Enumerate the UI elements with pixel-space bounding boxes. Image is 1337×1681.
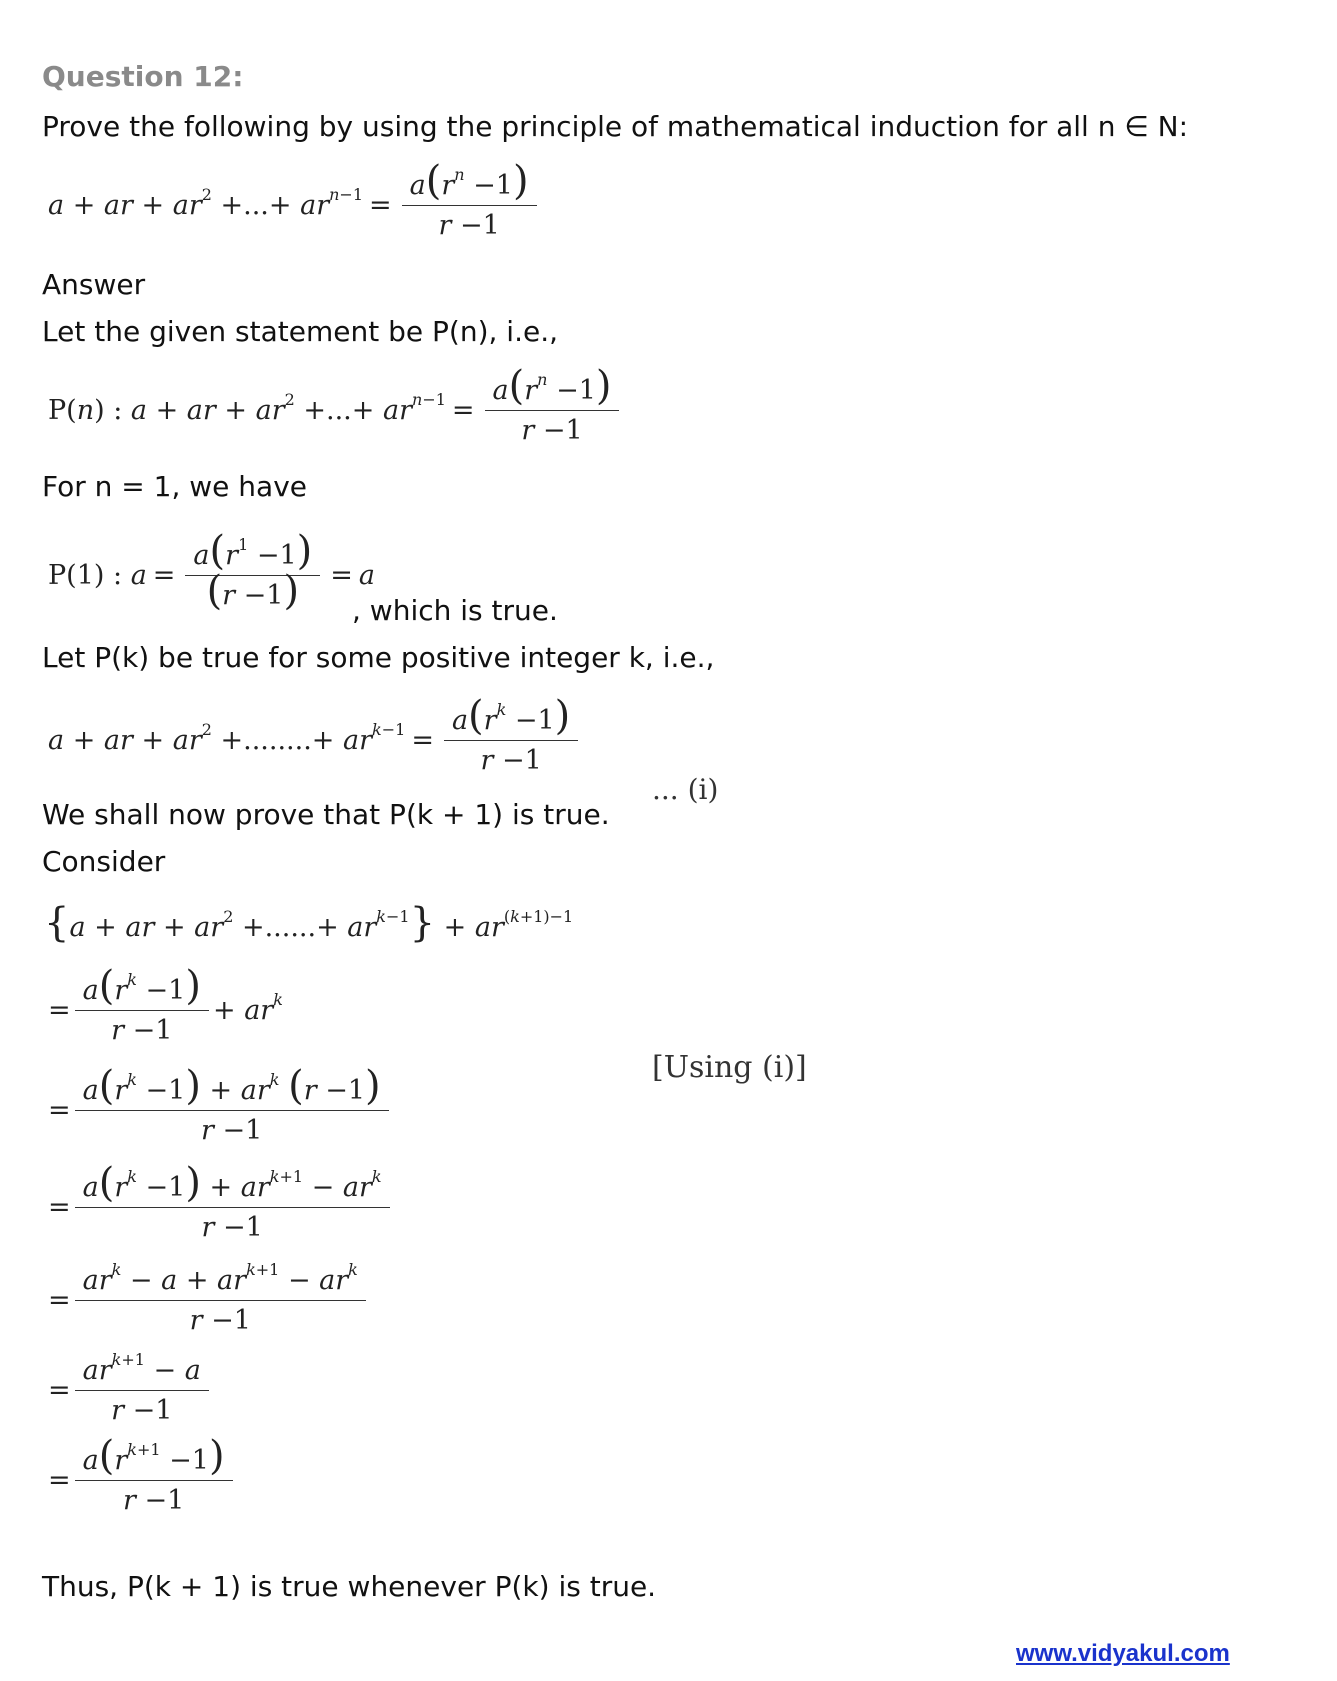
answer-heading: Answer: [42, 268, 146, 301]
formula-step-6: = $\frac{a(r^{k+1} -1)}{r -1}$: [48, 1445, 237, 1516]
formula-statement: a + ar + $ar^2$ +...+ $ar^{n-1}$ = $\frac{a(r^n -1)}{r -1}$: [48, 170, 541, 241]
formula-pn: P(n) : a + ar + $ar^2$ +...+ $ar^{n-1}$ = $\frac{a(r^n -1)}{r -1}$: [48, 375, 623, 446]
answer-line-5: Consider: [42, 845, 166, 878]
formula-step-5: = $\frac{ar^{k+1} - a}{r -1}$: [48, 1355, 213, 1426]
question-prompt: Prove the following by using the principle of mathematical induction for all n ∈ N:: [42, 110, 1189, 143]
equation-ref-i: ... (i): [652, 773, 719, 806]
formula-step-1: = $\frac{a(r^k -1)}{r -1}$ + $ar^k$: [48, 963, 283, 1046]
answer-line-2: For n = 1, we have: [42, 470, 308, 503]
footer-link[interactable]: www.vidyakul.com: [1016, 1640, 1230, 1667]
conclusion: Thus, P(k + 1) is true whenever P(k) is true.: [42, 1570, 657, 1603]
using-i-note: [Using (i)]: [652, 1050, 807, 1085]
answer-line-4: We shall now prove that P(k + 1) is true.: [42, 798, 610, 831]
formula-consider: {a + ar + $ar^2$ +......+ $ar^{k-1}\} + ar^{(k+1)-1}$: [44, 900, 574, 946]
formula-pk: a + ar + $ar^2$ +........+ $ar^{k-1}$ = $\frac{a(r^k -1)}{r -1}$: [48, 705, 582, 776]
formula-p1: P(1) : a = $\frac{a(r^1 -1)}{(r -1)}$ = a: [48, 528, 375, 614]
formula-step-4: = $\frac{ar^k - a + ar^{k+1} - ar^k}{r -1}$: [48, 1265, 370, 1336]
answer-line-3: Let P(k) be true for some positive integer k, i.e.,: [42, 641, 715, 674]
answer-line-1: Let the given statement be P(n), i.e.,: [42, 315, 559, 348]
formula-step-3: = $\frac{a(r^k -1) + ar^{k+1} - ar^k}{r -1}$: [48, 1172, 394, 1243]
formula-step-2: = $\frac{a(r^k -1) + ar^k (r -1)}{r -1}$: [48, 1075, 393, 1146]
question-title: Question 12:: [42, 60, 244, 93]
answer-line-2b: , which is true.: [352, 594, 558, 627]
